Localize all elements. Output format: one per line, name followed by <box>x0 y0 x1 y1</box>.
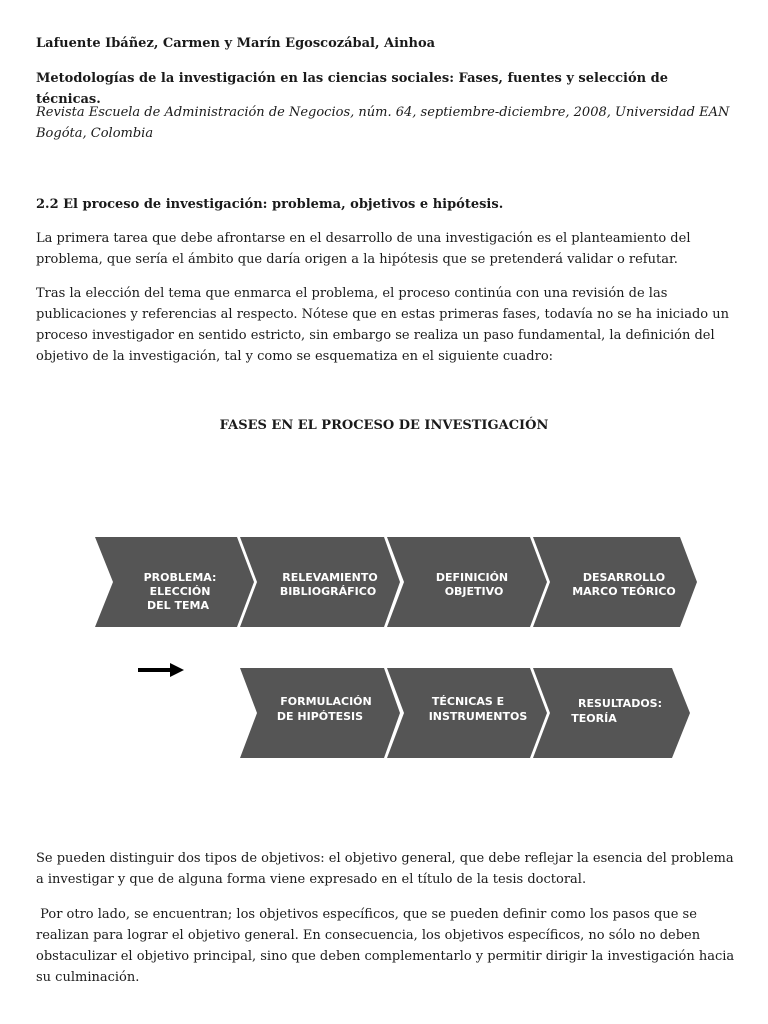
chevron-formulacion-line2: DE HIPÓTESIS <box>276 710 364 723</box>
chevron-problema-line1: PROBLEMA: <box>143 571 217 584</box>
chevron-problema-line2: ELECCIÓN <box>149 585 211 598</box>
chevron-definicion-line2: OBJETIVO <box>444 585 504 598</box>
chevron-resultados-line2: TEORÍA <box>571 712 617 725</box>
article-title: Metodologías de la investigación en las ciencias sociales: Fases, fuentes y selección de técnicas. <box>36 71 668 107</box>
chevron-problema-line3: DEL TEMA <box>147 599 209 612</box>
chevron-relevamiento-line2: BIBLIOGRÁFICO <box>279 585 377 598</box>
chevron-tecnicas-line2: INSTRUMENTOS <box>428 710 528 723</box>
chevron-desarrollo-line1: DESARROLLO <box>582 571 666 584</box>
paragraph-1: La primera tarea que debe afrontarse en el desarrollo de una investigación es el planteamiento del problema, que sería el ámbito que daría origen a la hipótesis que se pretenderá validar o refutar. <box>36 231 691 267</box>
section-heading: 2.2 El proceso de investigación: problema, objetivos e hipótesis. <box>36 197 504 212</box>
diagram-title: FASES EN EL PROCESO DE INVESTIGACIÓN <box>219 418 549 433</box>
chevron-formulacion-line1: FORMULACIÓN <box>280 695 372 708</box>
chevron-desarrollo-line2: MARCO TEÓRICO <box>572 585 676 598</box>
paragraph-4: Por otro lado, se encuentran; los objetivos específicos, que se pueden definir como los pasos que se realizan para lograr el objetivo general. En consecuencia, los objetivos específicos, no sólo no deben obstaculizar el objetivo principal, sino que deben complementarlo y permitir dirigir la investigación hacia su culminación. <box>36 907 739 985</box>
paragraph-3: Se pueden distinguir dos tipos de objetivos: el objetivo general, que debe reflejar la esencia del problema a investigar y que de alguna forma viene expresado en el título de la tesis doctoral. <box>36 851 734 887</box>
arrow-head-icon <box>170 663 184 677</box>
chevron-tecnicas-line1: TÉCNICAS E <box>431 695 505 708</box>
chevron-resultados-line1: RESULTADOS: <box>578 697 662 710</box>
paragraph-2: Tras la elección del tema que enmarca el problema, el proceso continúa con una revisión de las publicaciones y referencias al respecto. Nótese que en estas primeras fases, todavía no se ha iniciado un proceso investigador en sentido estricto, sin embargo se realiza un paso fundamental, la definición del objetivo de la investigación, tal y como se esquematiza en el siguiente cuadro: <box>36 286 729 364</box>
journal-line-2: Bogóta, Colombia <box>36 126 154 141</box>
chevron-definicion-line1: DEFINICIÓN <box>435 571 509 584</box>
journal-line-1: Revista Escuela de Administración de Negocios, núm. 64, septiembre-diciembre, 2008, Universidad EAN <box>36 105 730 120</box>
process-diagram <box>0 525 768 785</box>
authors: Lafuente Ibáñez, Carmen y Marín Egoscozábal, Ainhoa <box>36 36 436 51</box>
chevron-relevamiento-line1: RELEVAMIENTO <box>282 571 378 584</box>
